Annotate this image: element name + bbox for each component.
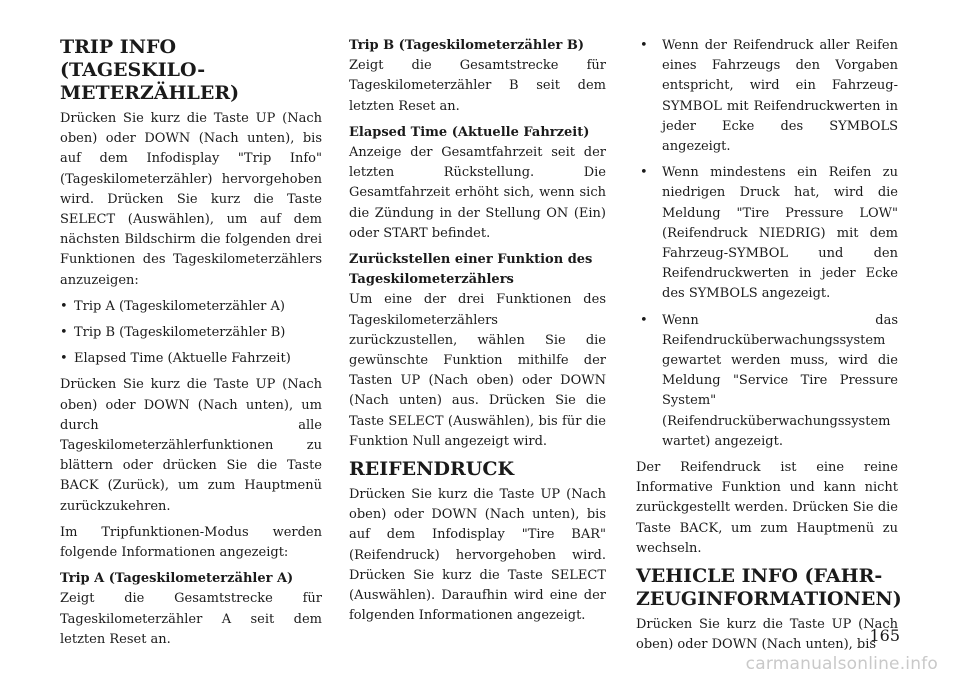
column-left <box>60 36 322 656</box>
paragraph: Drücken Sie kurz die Taste UP (Nach oben) oder DOWN (Nach unten), bis auf dem Infodisplay "Tire BAR" (Reifendruck) hervorgehoben wird. Drücken Sie kurz die Taste SELECT (Auswählen). Daraufhin wird eine der folgenden Informationen angezeigt. <box>349 487 606 624</box>
paragraph: Anzeige der Gesamtfahrzeit seit der letzten Rückstellung. Die Gesamtfahrzeit erhöht sich, wenn sich die Zündung in der Stellung ON (Ein) oder START befindet. <box>349 145 606 241</box>
subheading-trip-b: Trip B (Tageskilometerzähler B) <box>349 38 585 53</box>
paragraph: Drücken Sie kurz die Taste UP (Nach oben) oder DOWN (Nach unten), bis <box>636 617 898 653</box>
bullet-list <box>636 36 898 452</box>
subheading-elapsed-time: Elapsed Time (Aktuelle Fahrzeit) <box>349 124 590 140</box>
watermark: carmanualsonline.info <box>745 654 938 674</box>
paragraph: Der Reifendruck ist eine reine Informative Funktion und kann nicht zurückgestellt werden. Drücken Sie die Taste BACK, um zum Hauptmenü zu wechseln. <box>636 460 898 556</box>
subheading-reset: Zurückstellen einer Funktion des Tageskilometerzählers <box>349 252 593 288</box>
paragraph: Zeigt die Gesamtstrecke für Tageskilometerzähler B seit dem letzten Reset an. <box>349 58 606 114</box>
paragraph: Drücken Sie kurz die Taste UP (Nach oben) oder DOWN (Nach unten), um durch alle Tageskilometerzählerfunktionen zu blättern oder drücken Sie die Taste BACK (Zurück), um zum Hauptmenü zurückzukehren. <box>60 377 322 514</box>
section-heading-trip-info: TRIP INFO (TAGESKILO-METERZÄHLER) <box>60 36 240 104</box>
paragraph: Im Tripfunktionen-Modus werden folgende Informationen angezeigt: <box>60 524 322 561</box>
section-heading-vehicle-info: VEHICLE INFO (FAHR-ZEUGINFORMATIONEN) <box>636 565 902 611</box>
section-heading-reifendruck: REIFENDRUCK <box>349 458 514 481</box>
page-number: 165 <box>869 626 900 645</box>
list-item: • Elapsed Time (Aktuelle Fahrzeit) <box>60 349 322 369</box>
bullet-list <box>60 297 322 370</box>
column-middle <box>349 36 606 632</box>
list-item: • Wenn das Reifendrucküberwachungssystem gewartet werden muss, wird die Meldung "Service Tire Pressure System" (Reifendrucküberwachungssystem wartet) angezeigt. <box>636 311 898 452</box>
paragraph: Drücken Sie kurz die Taste UP (Nach oben) oder DOWN (Nach unten), bis auf dem Infodisplay "Trip Info" (Tageskilometerzähler) hervorgehoben wird. Drücken Sie kurz die Taste SELECT (Auswählen), um auf dem nächsten Bildschirm die folgenden drei Funktionen des Tageskilometerzählers anzuzeigen: <box>60 111 322 288</box>
list-item: • Trip A (Tageskilometerzähler A) <box>60 297 322 317</box>
list-item: • Wenn mindestens ein Reifen zu niedrigen Druck hat, wird die Meldung "Tire Pressure LOW" (Reifendruck NIEDRIG) mit dem Fahrzeug-SYMBOL und den Reifendruckwerten in jeder Ecke des SYMBOLS angezeigt. <box>636 163 898 304</box>
column-right <box>636 36 902 661</box>
paragraph: Um eine der drei Funktionen des Tageskilometerzählers zurückzustellen, wählen Sie die gewünschte Funktion mithilfe der Tasten UP (Nach oben) oder DOWN (Nach unten) aus. Drücken Sie die Taste SELECT (Auswählen), bis für die Funktion Null angezeigt wird. <box>349 292 606 449</box>
subheading-trip-a: Trip A (Tageskilometerzähler A) <box>60 571 294 587</box>
paragraph: Zeigt die Gesamtstrecke für Tageskilometerzähler A seit dem letzten Reset an. <box>60 591 322 647</box>
list-item: • Wenn der Reifendruck aller Reifen eines Fahrzeugs den Vorgaben entspricht, wird ein Fahrzeug-SYMBOL mit Reifendruckwerten in jeder Ecke des SYMBOLS angezeigt. <box>636 36 898 157</box>
list-item: • Trip B (Tageskilometerzähler B) <box>60 323 322 343</box>
